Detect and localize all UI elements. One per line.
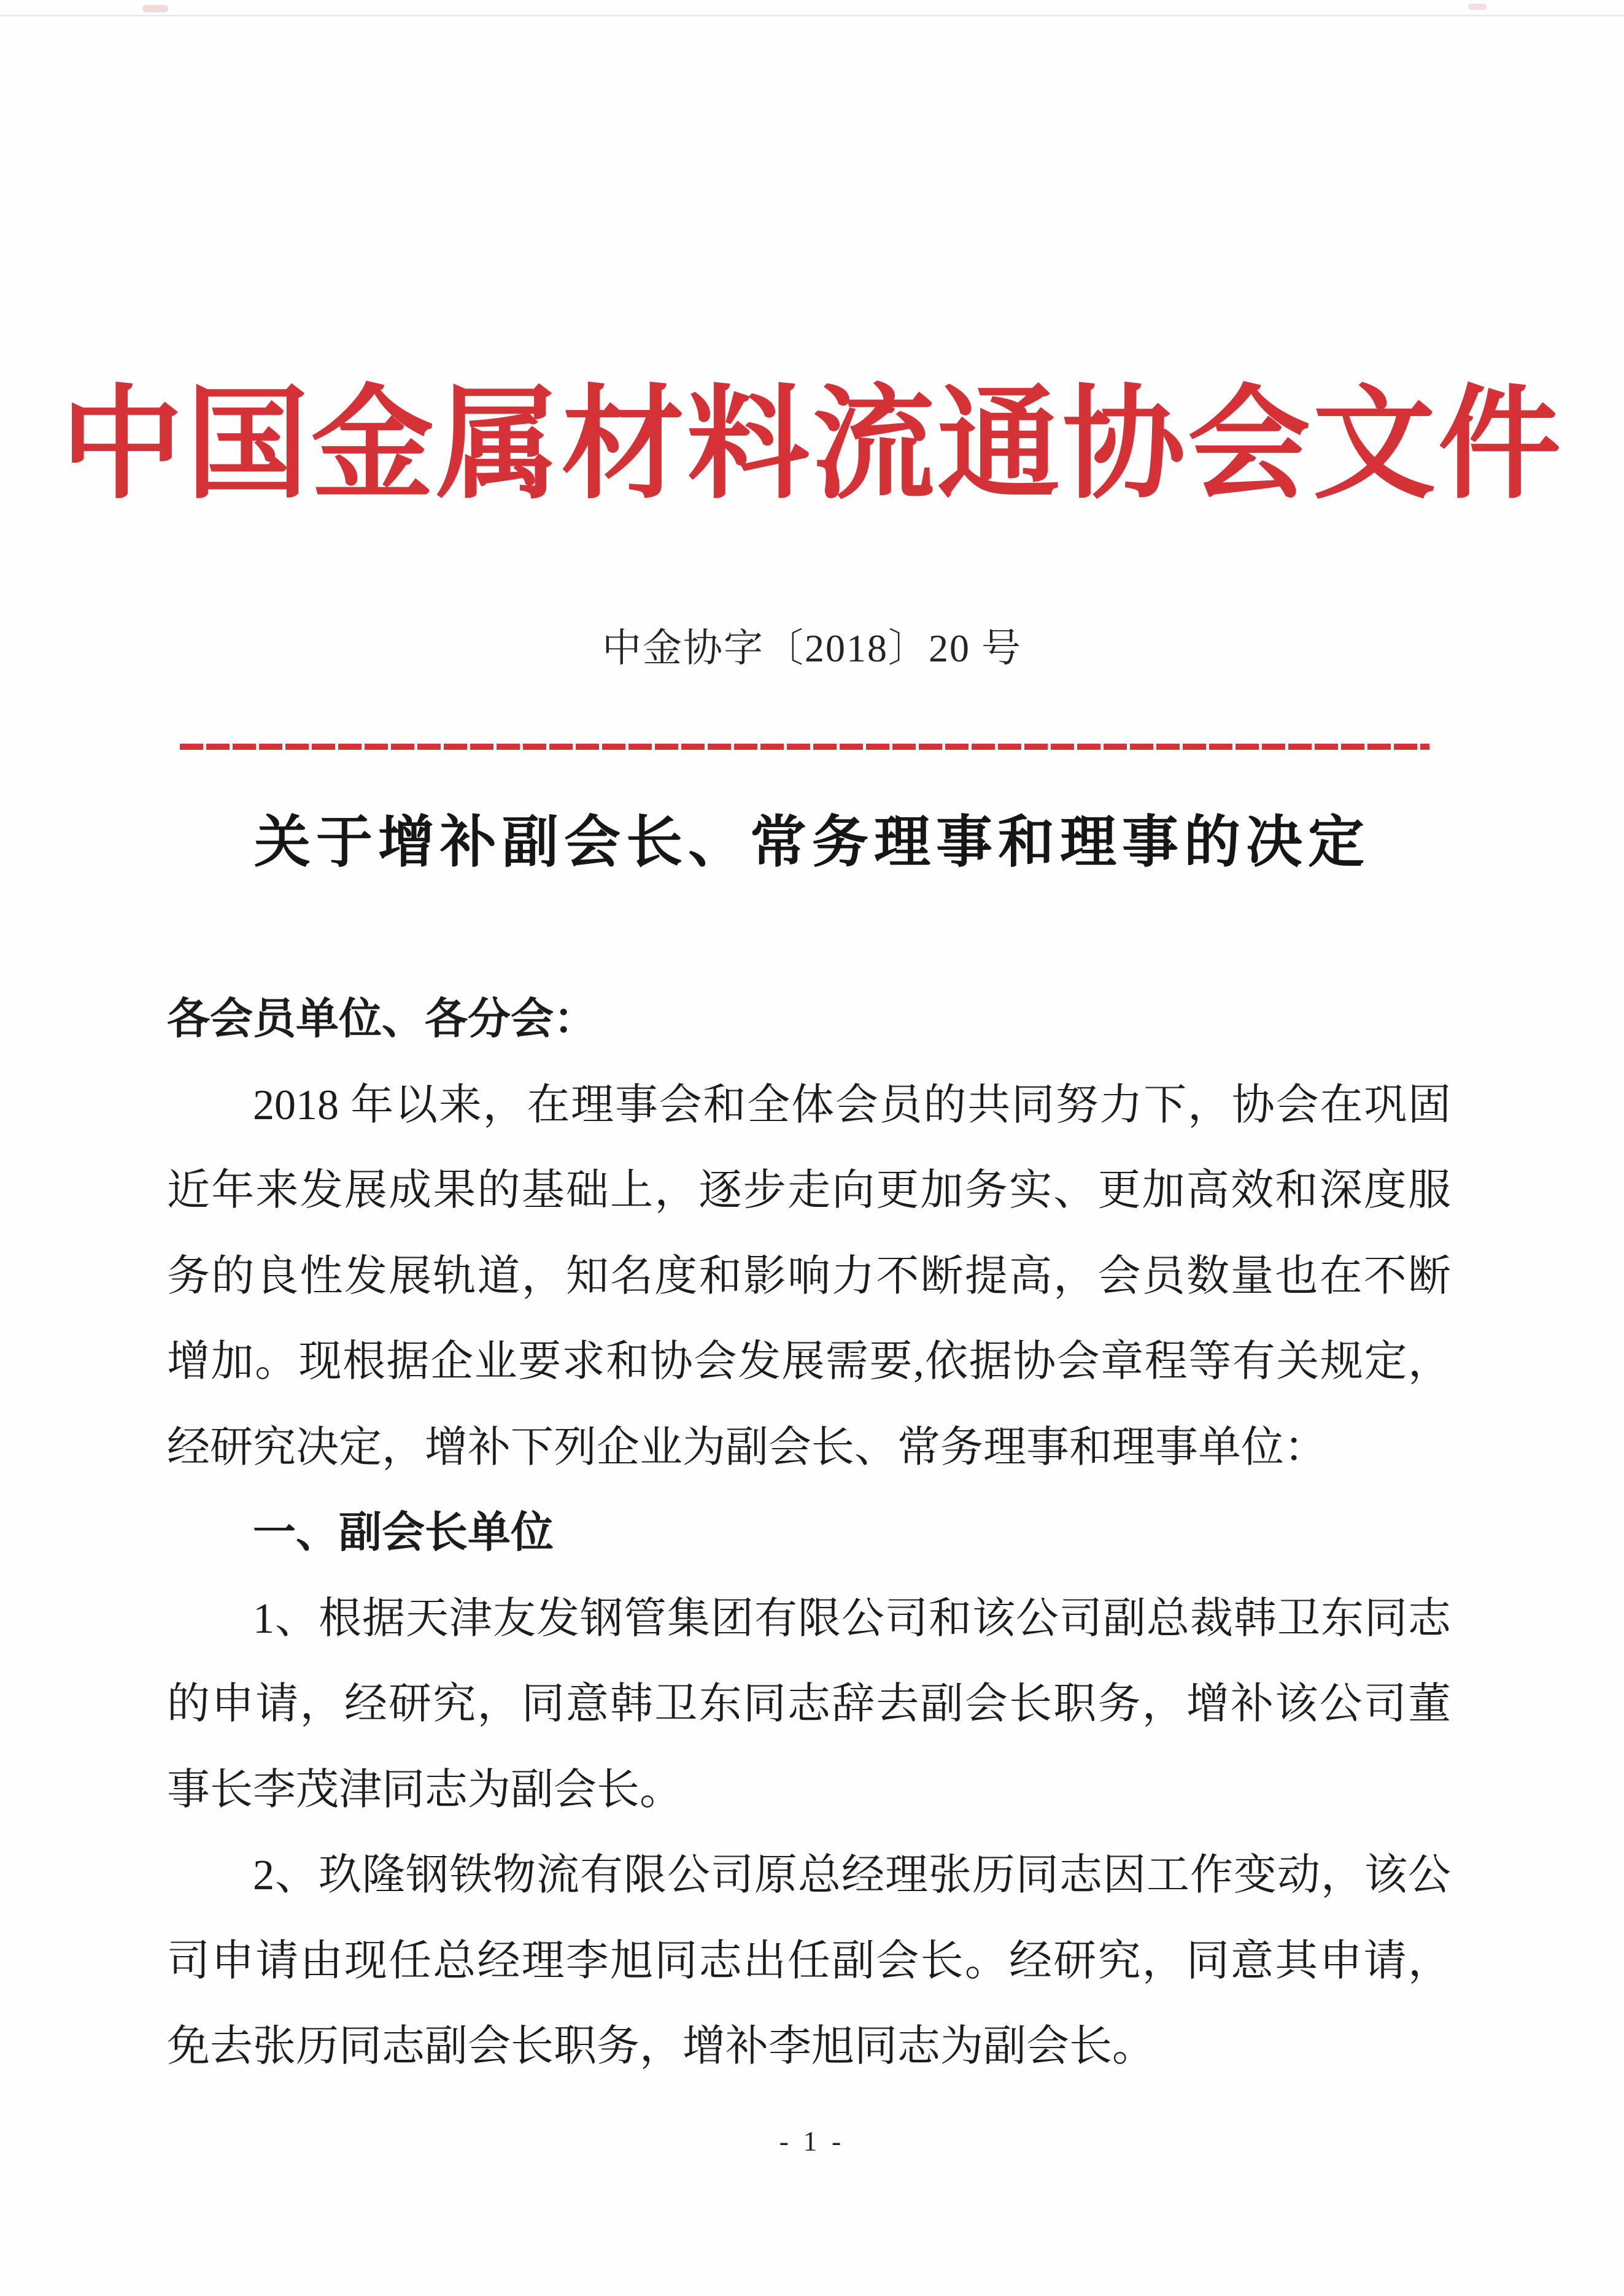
body-line: 司申请由现任总经理李旭同志出任副会长。经研究，同意其申请， (167, 1937, 1451, 1985)
scan-speck-artifact (1468, 4, 1487, 10)
body-line: 2018 年以来，在理事会和全体会员的共同努力下，协会在巩固 (253, 1081, 1451, 1129)
body-line: 1、根据天津友发钢管集团有限公司和该公司副总裁韩卫东同志 (253, 1595, 1451, 1643)
document-title: 关于增补副会长、常务理事和理事的决定 (253, 811, 1370, 874)
body-line: 增加。现根据企业要求和协会发展需要,依据协会章程等有关规定， (167, 1338, 1451, 1385)
scan-speck-artifact (142, 5, 168, 12)
body-line: 务的良性发展轨道，知名度和影响力不断提高，会员数量也在不断 (167, 1252, 1451, 1300)
scan-edge-artifact (0, 15, 1624, 17)
body-line: 免去张历同志副会长职务，增补李旭同志为副会长。 (167, 2023, 1155, 2070)
body-line: 经研究决定，增补下列企业为副会长、常务理事和理事单位： (167, 1423, 1327, 1471)
body-line: 一、副会长单位 (253, 1509, 554, 1557)
body-line: 2、玖隆钢铁物流有限公司原总经理张历同志因工作变动，该公 (253, 1852, 1451, 1899)
body-line: 各会员单位、各分会： (167, 996, 597, 1043)
letterhead-title: 中国金属材料流通协会文件 (60, 378, 1563, 514)
document-body (167, 977, 1451, 2090)
document-number: 中金协字〔2018〕20 号 (602, 626, 1022, 670)
body-line: 近年来发展成果的基础上，逐步走向更加务实、更加高效和深度服 (167, 1167, 1451, 1214)
page-number: - 1 - (779, 2125, 845, 2157)
body-line: 事长李茂津同志为副会长。 (167, 1766, 682, 1814)
red-divider-line (180, 744, 1429, 750)
body-line: 的申请，经研究，同意韩卫东同志辞去副会长职务，增补该公司董 (167, 1681, 1451, 1728)
